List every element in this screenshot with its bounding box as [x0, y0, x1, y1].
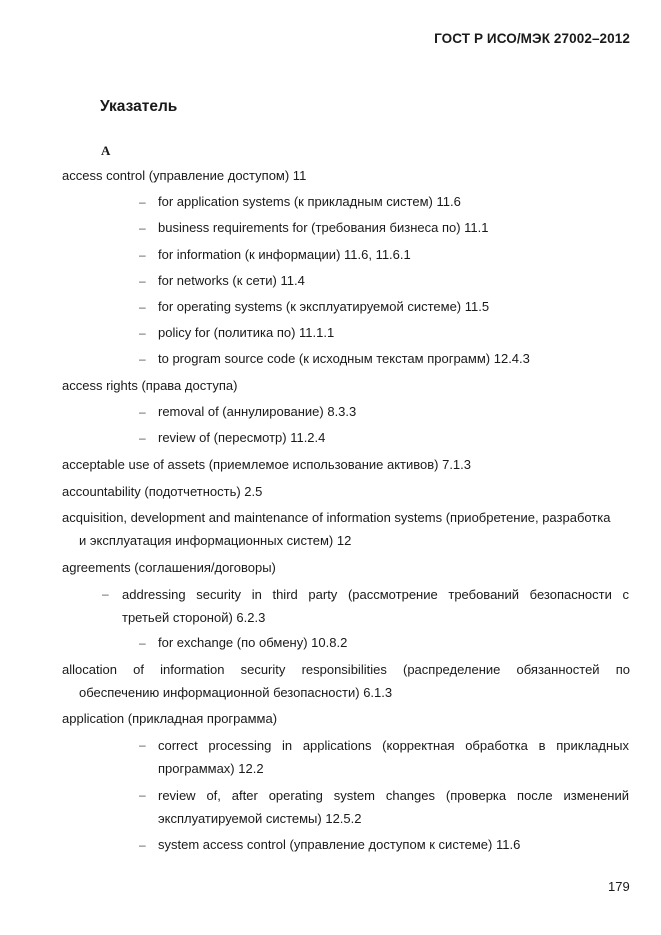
dash-marker: – — [139, 248, 146, 262]
subentry-line-2: программах) 12.2 — [158, 761, 264, 776]
entry-line-2: обеспечению информационной безопасности) 6.1.3 — [79, 685, 393, 700]
index-subentry: for information (к информации) 11.6, 11.6.1 — [158, 247, 411, 262]
dash-marker: – — [139, 636, 146, 650]
index-subentry: system access control (управление доступом к системе) 11.6 — [158, 837, 521, 852]
index-entry-acceptable-use: acceptable use of assets (приемлемое использование активов) 7.1.3 — [62, 457, 472, 472]
index-subentry-wrapped — [122, 583, 629, 629]
dash-marker: – — [139, 405, 146, 419]
dash-marker: – — [139, 300, 146, 314]
dash-marker: – — [139, 221, 146, 235]
entry-line-1: allocation of information security responsibilities (распределение обязанностей по — [62, 662, 630, 677]
index-entry-accountability: accountability (подотчетность) 2.5 — [62, 484, 263, 499]
dash-marker: – — [139, 431, 146, 445]
index-entry-application: application (прикладная программа) — [62, 711, 278, 726]
subentry-line-1: addressing security in third party (рассмотрение требований безопасности с — [122, 587, 629, 602]
index-subentry: business requirements for (требования бизнеса по) 11.1 — [158, 220, 489, 235]
page-number: 179 — [608, 879, 630, 894]
index-entry-access-rights: access rights (права доступа) — [62, 378, 238, 393]
index-subentry: for networks (к сети) 11.4 — [158, 273, 305, 288]
dash-marker: – — [139, 352, 146, 366]
index-subentry: for application systems (к прикладным систем) 11.6 — [158, 194, 461, 209]
index-subentry: removal of (аннулирование) 8.3.3 — [158, 404, 357, 419]
dash-marker: – — [139, 838, 146, 852]
index-subentry: to program source code (к исходным текстам программ) 12.4.3 — [158, 351, 530, 366]
index-subentry-wrapped — [158, 784, 629, 830]
dash-marker: – — [139, 326, 146, 340]
index-entry-acquisition: acquisition, development and maintenance of information systems (приобретение, разработка — [62, 510, 611, 525]
subentry-line-2: третьей стороной) 6.2.3 — [122, 610, 266, 625]
page-title: Указатель — [100, 98, 178, 115]
index-entry-access-control: access control (управление доступом) 11 — [62, 168, 307, 183]
index-subentry: for exchange (по обмену) 10.8.2 — [158, 635, 348, 650]
dash-marker: – — [139, 274, 146, 288]
subentry-line-1: review of, after operating system changes (проверка после изменений — [158, 788, 629, 803]
index-subentry: for operating systems (к эксплуатируемой системе) 11.5 — [158, 299, 490, 314]
dash-marker: – — [102, 587, 109, 601]
subentry-line-1: correct processing in applications (корректная обработка в прикладных — [158, 738, 629, 753]
subentry-line-2: эксплуатируемой системы) 12.5.2 — [158, 811, 362, 826]
index-subentry-wrapped — [158, 734, 629, 780]
dash-marker: – — [139, 738, 146, 752]
dash-marker: – — [139, 195, 146, 209]
index-entry-allocation — [62, 658, 630, 704]
dash-marker: – — [139, 788, 146, 802]
index-subentry: policy for (политика по) 11.1.1 — [158, 325, 335, 340]
index-entry-agreements: agreements (соглашения/договоры) — [62, 560, 276, 575]
section-letter: A — [101, 143, 111, 158]
document-header: ГОСТ Р ИСО/МЭК 27002–2012 — [434, 31, 630, 46]
index-entry-acquisition-cont: и эксплуатация информационных систем) 12 — [79, 533, 352, 548]
index-subentry: review of (пересмотр) 11.2.4 — [158, 430, 326, 445]
